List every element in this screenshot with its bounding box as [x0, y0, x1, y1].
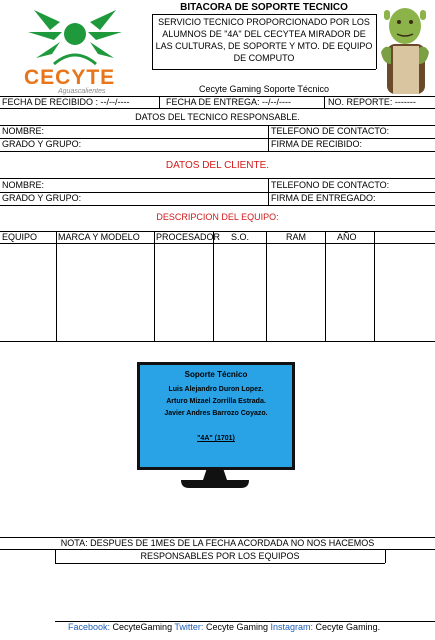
monitor-member: Luis Alejandro Duron Lopez.: [168, 386, 264, 393]
received-date-value[interactable]: --/--/----: [100, 97, 130, 107]
received-date-label: FECHA DE RECIBIDO :: [2, 97, 99, 107]
column-header-equipo: EQUIPO: [2, 232, 38, 242]
report-number-label: NO. REPORTE:: [328, 97, 393, 107]
equipment-row-equipo[interactable]: [1, 244, 55, 340]
equipment-section-title: DESCRIPCION DEL EQUIPO:: [156, 212, 279, 222]
service-line: LAS CULTURAS, DE SOPORTE Y MTO. DE EQUIPO: [155, 41, 373, 51]
received-date-field[interactable]: [2, 97, 158, 108]
column-header-so: S.O.: [230, 232, 249, 242]
twitter-label[interactable]: Twitter:: [174, 622, 204, 632]
equipment-row-marca-modelo[interactable]: [57, 244, 153, 340]
org-name: Cecyte Gaming Soporte Técnico: [199, 84, 329, 94]
column-header-ano: AÑO: [337, 232, 357, 242]
service-line: ALUMNOS DE "4A" DEL CECYTEA MIRADOR DE: [162, 29, 366, 39]
logo-text: CECYTE: [24, 66, 116, 89]
cecyte-logo: [14, 2, 136, 94]
monitor-group: "4A" (1701): [197, 435, 235, 442]
monitor-graphic: [137, 362, 295, 490]
logo-subtext: Aguascalientes: [58, 88, 106, 95]
instagram-handle[interactable]: Cecyte Gaming.: [315, 622, 381, 632]
equipment-row-so[interactable]: [214, 244, 265, 340]
technician-name-field[interactable]: NOMBRE:: [2, 126, 45, 136]
column-header-procesador: PROCESADOR: [156, 232, 221, 242]
report-number-field[interactable]: [328, 97, 434, 108]
column-header-marca-modelo: MARCA Y MODELO: [58, 232, 140, 242]
page-title: BITACORA DE SOPORTE TECNICO: [180, 2, 348, 13]
monitor-member: Arturo Mizael Zorrilla Estrada.: [166, 398, 266, 405]
shrek-image: [377, 0, 433, 95]
technician-group-field[interactable]: GRADO Y GRUPO:: [2, 139, 82, 149]
monitor-stand-icon: [137, 468, 295, 490]
technician-phone-field[interactable]: TELEFONO DE CONTACTO:: [271, 126, 390, 136]
delivery-date-value[interactable]: --/--/----: [262, 97, 292, 107]
report-number-value[interactable]: -------: [394, 97, 416, 107]
social-footer: [68, 622, 434, 633]
client-group-field[interactable]: GRADO Y GRUPO:: [2, 193, 82, 203]
logo-emblem-icon: [14, 2, 136, 72]
monitor-title: Soporte Técnico: [184, 370, 248, 379]
equipment-row-ram[interactable]: [267, 244, 324, 340]
service-line: DE COMPUTO: [233, 53, 295, 63]
instagram-label[interactable]: Instagram:: [270, 622, 314, 632]
delivery-date-field[interactable]: [166, 97, 322, 108]
service-line: SERVICIO TECNICO PROPORCIONADO POR LOS: [158, 17, 370, 27]
facebook-handle[interactable]: CecyteGaming: [112, 622, 173, 632]
client-phone-field[interactable]: TELEFONO DE CONTACTO:: [271, 180, 390, 190]
note-line-1: NOTA: DESPUES DE 1MES DE LA FECHA ACORDADA NO NOS HACEMOS: [60, 538, 375, 548]
facebook-label[interactable]: Facebook:: [68, 622, 111, 632]
equipment-row-procesador[interactable]: [155, 244, 212, 340]
client-name-field[interactable]: NOMBRE:: [2, 180, 45, 190]
twitter-handle[interactable]: Cecyte Gaming: [205, 622, 268, 632]
technician-section-title: DATOS DEL TECNICO RESPONSABLE.: [135, 112, 300, 122]
delivery-date-label: FECHA DE ENTREGA:: [166, 97, 260, 107]
client-section-title: DATOS DEL CLIENTE.: [165, 160, 270, 171]
note-line-2: RESPONSABLES POR LOS EQUIPOS: [140, 551, 300, 561]
monitor-member: Javier Andres Barrozo Coyazo.: [164, 410, 268, 417]
technician-signature-field[interactable]: FIRMA DE RECIBIDO:: [271, 139, 363, 149]
service-description: [153, 16, 375, 64]
column-header-ram: RAM: [286, 232, 306, 242]
equipment-row-ano[interactable]: [326, 244, 373, 340]
client-signature-field[interactable]: FIRMA DE ENTREGADO:: [271, 193, 376, 203]
